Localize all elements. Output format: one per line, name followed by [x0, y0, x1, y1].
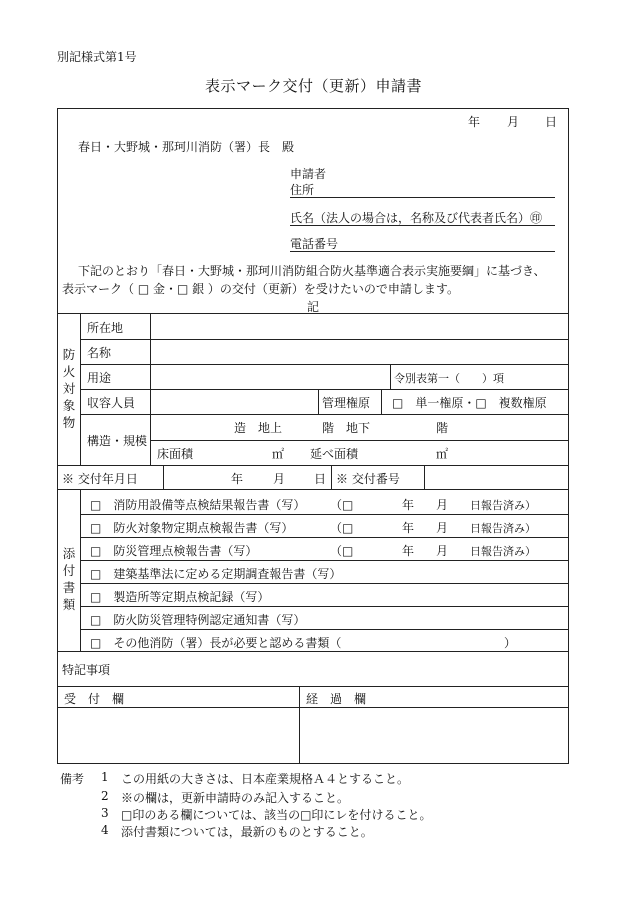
attachment-paren[interactable]: （□	[330, 544, 354, 558]
section-divider	[57, 313, 569, 314]
issue-date-label: ※ 交付年月日	[62, 472, 138, 486]
attachment-item[interactable]: □ 製造所等定期点検記録（写）	[90, 590, 270, 604]
note-number: 4	[101, 823, 109, 837]
applicant-address-label: 住所	[290, 183, 315, 197]
structure-floors-above: 階	[322, 421, 335, 435]
applicant-label: 申請者	[290, 167, 327, 181]
note-text: ※の欄は，更新申請時のみ記入すること。	[121, 791, 350, 805]
reception-label: 受 付 欄	[64, 692, 125, 706]
total-area-label: 延べ面積	[310, 447, 359, 461]
total-area-unit: ㎡	[436, 447, 449, 461]
issue-number-label: ※ 交付番号	[336, 472, 400, 486]
use-note: 令別表第一（ ）項	[394, 372, 504, 385]
applicant-phone-label: 電話番号	[290, 237, 339, 251]
note-text: □印のある欄については、該当の□印にレを付けること。	[121, 808, 432, 822]
attachment-close-paren: ）	[504, 636, 517, 650]
location-label: 所在地	[87, 321, 124, 335]
floor-area-label: 床面積	[157, 447, 194, 461]
attachments-group-label: 添付書類	[62, 546, 76, 612]
ki-heading: 記	[307, 300, 320, 314]
attachment-item[interactable]: □ 消防用設備等点検結果報告書（写）	[90, 498, 306, 512]
structure-floors-below: 階	[436, 421, 449, 435]
date-month-label: 月	[507, 115, 520, 129]
name-input-line[interactable]	[290, 225, 555, 226]
special-notes-label: 特記事項	[62, 663, 111, 677]
attachment-paren[interactable]: （□	[330, 498, 354, 512]
statement-line-2: 表示マーク（ □ 金・□ 銀 ）の交付（更新）を受けたいので申請します。	[62, 282, 459, 296]
management-options[interactable]: □ 単一権原・□ 複数権原	[392, 396, 547, 410]
use-label: 用途	[87, 371, 112, 385]
note-text: 添付書類については，最新のものとすること。	[121, 825, 373, 839]
building-group-label: 防火対象物	[62, 347, 76, 430]
structure-above: 地上	[258, 421, 283, 435]
applicant-name-label: 氏名（法人の場合は，名称及び代表者氏名）㊞	[290, 211, 543, 225]
attachment-item[interactable]: □ 防火対象物定期点検報告書（写）	[90, 521, 294, 535]
issue-day: 日	[314, 472, 327, 486]
note-number: 1	[101, 770, 109, 784]
name-label: 名称	[87, 346, 112, 360]
address-input-line[interactable]	[290, 197, 555, 198]
date-day-label: 日	[545, 115, 558, 129]
phone-input-line[interactable]	[290, 251, 555, 252]
attachment-year: 年	[402, 544, 415, 558]
occupants-label: 収容人員	[87, 396, 136, 410]
attachment-suffix: 日報告済み）	[470, 499, 536, 512]
attachment-suffix: 日報告済み）	[470, 522, 536, 535]
attachment-item[interactable]: □ 防火防災管理特例認定通知書（写）	[90, 613, 306, 627]
management-label: 管理権原	[322, 396, 371, 410]
attachment-month: 月	[436, 498, 449, 512]
statement-line-1: 下記のとおり「春日・大野城・那珂川消防組合防火基準適合表示実施要綱」に基づき、	[78, 264, 546, 278]
note-number: 3	[101, 806, 109, 820]
page-title: 表示マーク交付（更新）申請書	[205, 77, 423, 95]
floor-area-unit: ㎡	[272, 447, 285, 461]
form-number: 別記様式第1号	[57, 50, 137, 64]
attachment-item[interactable]: □ その他消防（署）長が必要と認める書類（	[90, 636, 342, 650]
attachment-year: 年	[402, 521, 415, 535]
issue-year: 年	[231, 472, 244, 486]
structure-zo: 造	[234, 421, 247, 435]
attachment-item[interactable]: □ 防災管理点検報告書（写）	[90, 544, 258, 558]
note-number: 2	[101, 789, 109, 803]
attachment-year: 年	[402, 498, 415, 512]
attachment-paren[interactable]: （□	[330, 521, 354, 535]
date-year-label: 年	[468, 115, 481, 129]
addressee: 春日・大野城・那珂川消防（署）長 殿	[78, 140, 295, 154]
attachment-suffix: 日報告済み）	[470, 545, 536, 558]
structure-below: 地下	[346, 421, 371, 435]
structure-label: 構造・規模	[87, 434, 148, 448]
attachment-month: 月	[436, 544, 449, 558]
attachment-month: 月	[436, 521, 449, 535]
progress-label: 経 過 欄	[306, 692, 367, 706]
attachment-item[interactable]: □ 建築基準法に定める定期調査報告書（写）	[90, 567, 342, 581]
issue-month: 月	[273, 472, 286, 486]
note-text: この用紙の大きさは、日本産業規格Ａ４とすること。	[121, 772, 410, 786]
notes-label: 備考	[60, 772, 85, 786]
